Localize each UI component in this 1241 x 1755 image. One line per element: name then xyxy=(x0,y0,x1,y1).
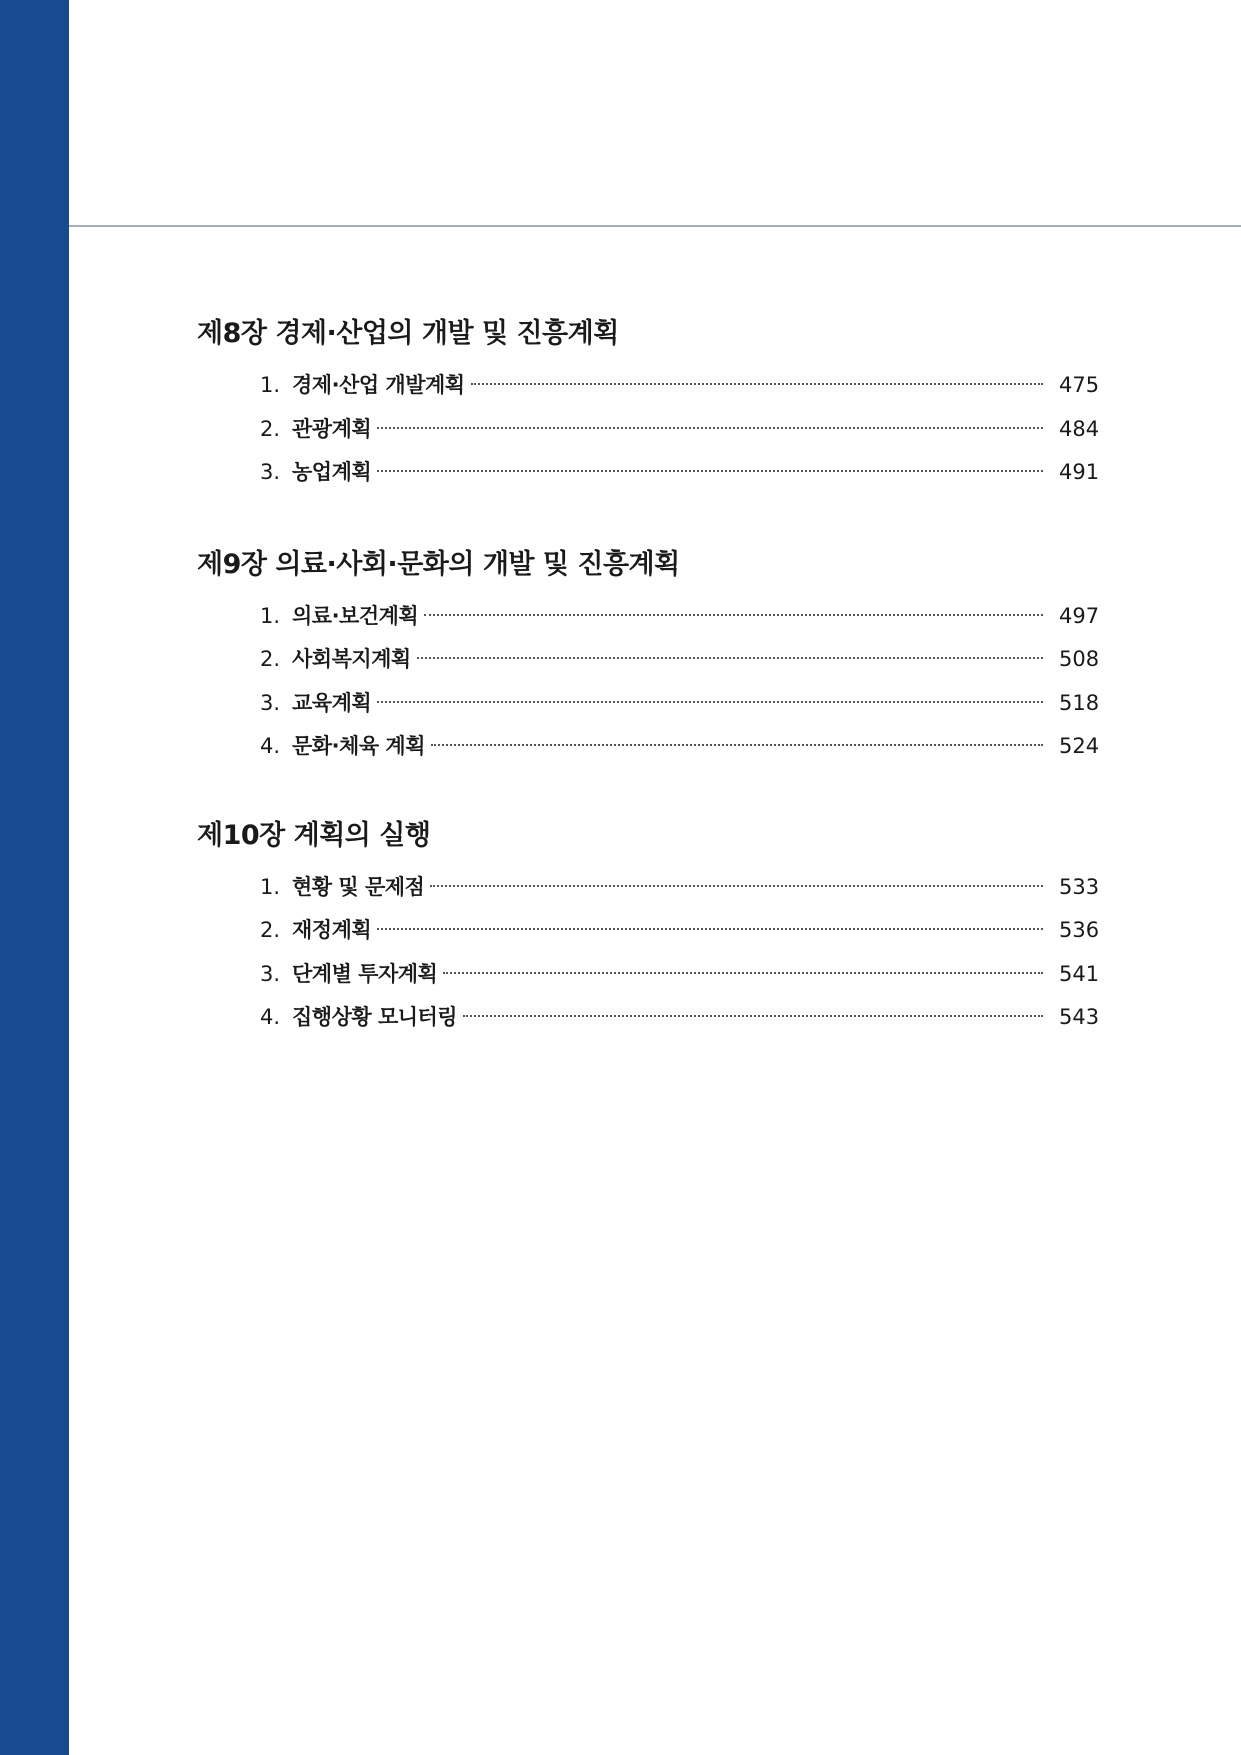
entry-label: 사회복지계획 xyxy=(292,647,411,671)
toc-entry[interactable] xyxy=(260,909,1099,953)
toc-entry[interactable] xyxy=(260,866,1099,910)
toc-entry[interactable] xyxy=(260,953,1099,997)
toc-entry[interactable] xyxy=(260,364,1099,408)
entry-page-number: 518 xyxy=(1059,690,1100,715)
chapter-10 xyxy=(197,814,1099,1040)
entry-page-number: 491 xyxy=(1059,460,1100,484)
entry-page-number: 497 xyxy=(1059,603,1100,628)
entry-page-number: 536 xyxy=(1059,918,1100,942)
dot-leader xyxy=(431,744,1043,746)
entry-number: 4. xyxy=(260,1005,281,1029)
entry-label: 문화·체육 계획 xyxy=(292,734,426,758)
entry-number: 1. xyxy=(260,373,281,397)
toc-entry[interactable] xyxy=(260,725,1099,769)
entry-number: 1. xyxy=(260,603,281,628)
entry-label: 현황 및 문제점 xyxy=(292,874,425,899)
entry-number: 4. xyxy=(260,734,281,758)
side-color-bar xyxy=(0,0,69,1755)
dot-leader xyxy=(377,928,1043,930)
dot-leader xyxy=(424,614,1043,616)
entry-label: 단계별 투자계획 xyxy=(292,961,438,986)
dot-leader xyxy=(463,1015,1043,1017)
dot-leader xyxy=(377,701,1043,703)
chapter-title: 제9장 의료·사회·문화의 개발 및 진흥계획 xyxy=(197,548,680,580)
entry-label: 관광계획 xyxy=(292,416,372,441)
dot-leader xyxy=(471,383,1043,385)
dot-leader xyxy=(417,657,1043,659)
chapter-title: 제10장 계획의 실행 xyxy=(197,819,431,851)
chapter-9 xyxy=(197,543,1099,769)
entry-number: 3. xyxy=(260,460,281,484)
entry-page-number: 508 xyxy=(1059,647,1100,671)
dot-leader xyxy=(430,885,1043,887)
entry-number: 3. xyxy=(260,690,281,715)
entry-number: 2. xyxy=(260,647,281,671)
chapter-spacer xyxy=(197,495,1099,543)
toc-entry[interactable] xyxy=(260,638,1099,682)
entry-label: 집행상황 모니터링 xyxy=(292,1005,458,1029)
entry-number: 3. xyxy=(260,961,281,986)
entry-page-number: 543 xyxy=(1059,1005,1100,1029)
entry-label: 경제·산업 개발계획 xyxy=(292,373,465,397)
toc-entry[interactable] xyxy=(260,996,1099,1040)
chapter-entries xyxy=(197,364,1099,495)
entry-label: 의료·보건계획 xyxy=(292,603,419,628)
entry-label: 재정계획 xyxy=(292,918,372,942)
entry-page-number: 484 xyxy=(1059,416,1100,441)
entry-number: 2. xyxy=(260,416,281,441)
toc-entry[interactable] xyxy=(260,408,1099,452)
dot-leader xyxy=(377,470,1043,472)
table-of-contents xyxy=(197,312,1099,1040)
chapter-8 xyxy=(197,312,1099,495)
chapter-entries xyxy=(197,866,1099,1040)
dot-leader xyxy=(377,427,1043,429)
entry-page-number: 524 xyxy=(1059,734,1100,758)
entry-label: 교육계획 xyxy=(292,690,372,715)
chapter-spacer xyxy=(197,769,1099,814)
toc-entry[interactable] xyxy=(260,451,1099,495)
toc-entry[interactable] xyxy=(260,595,1099,639)
entry-label: 농업계획 xyxy=(292,460,372,484)
entry-number: 2. xyxy=(260,918,281,942)
entry-page-number: 541 xyxy=(1059,961,1100,986)
chapter-title: 제8장 경제·산업의 개발 및 진흥계획 xyxy=(197,318,619,349)
toc-entry[interactable] xyxy=(260,682,1099,726)
entry-page-number: 533 xyxy=(1059,874,1100,899)
chapter-entries xyxy=(197,595,1099,769)
entry-page-number: 475 xyxy=(1059,373,1100,397)
entry-number: 1. xyxy=(260,874,281,899)
dot-leader xyxy=(443,972,1043,974)
header-rule xyxy=(69,225,1241,227)
